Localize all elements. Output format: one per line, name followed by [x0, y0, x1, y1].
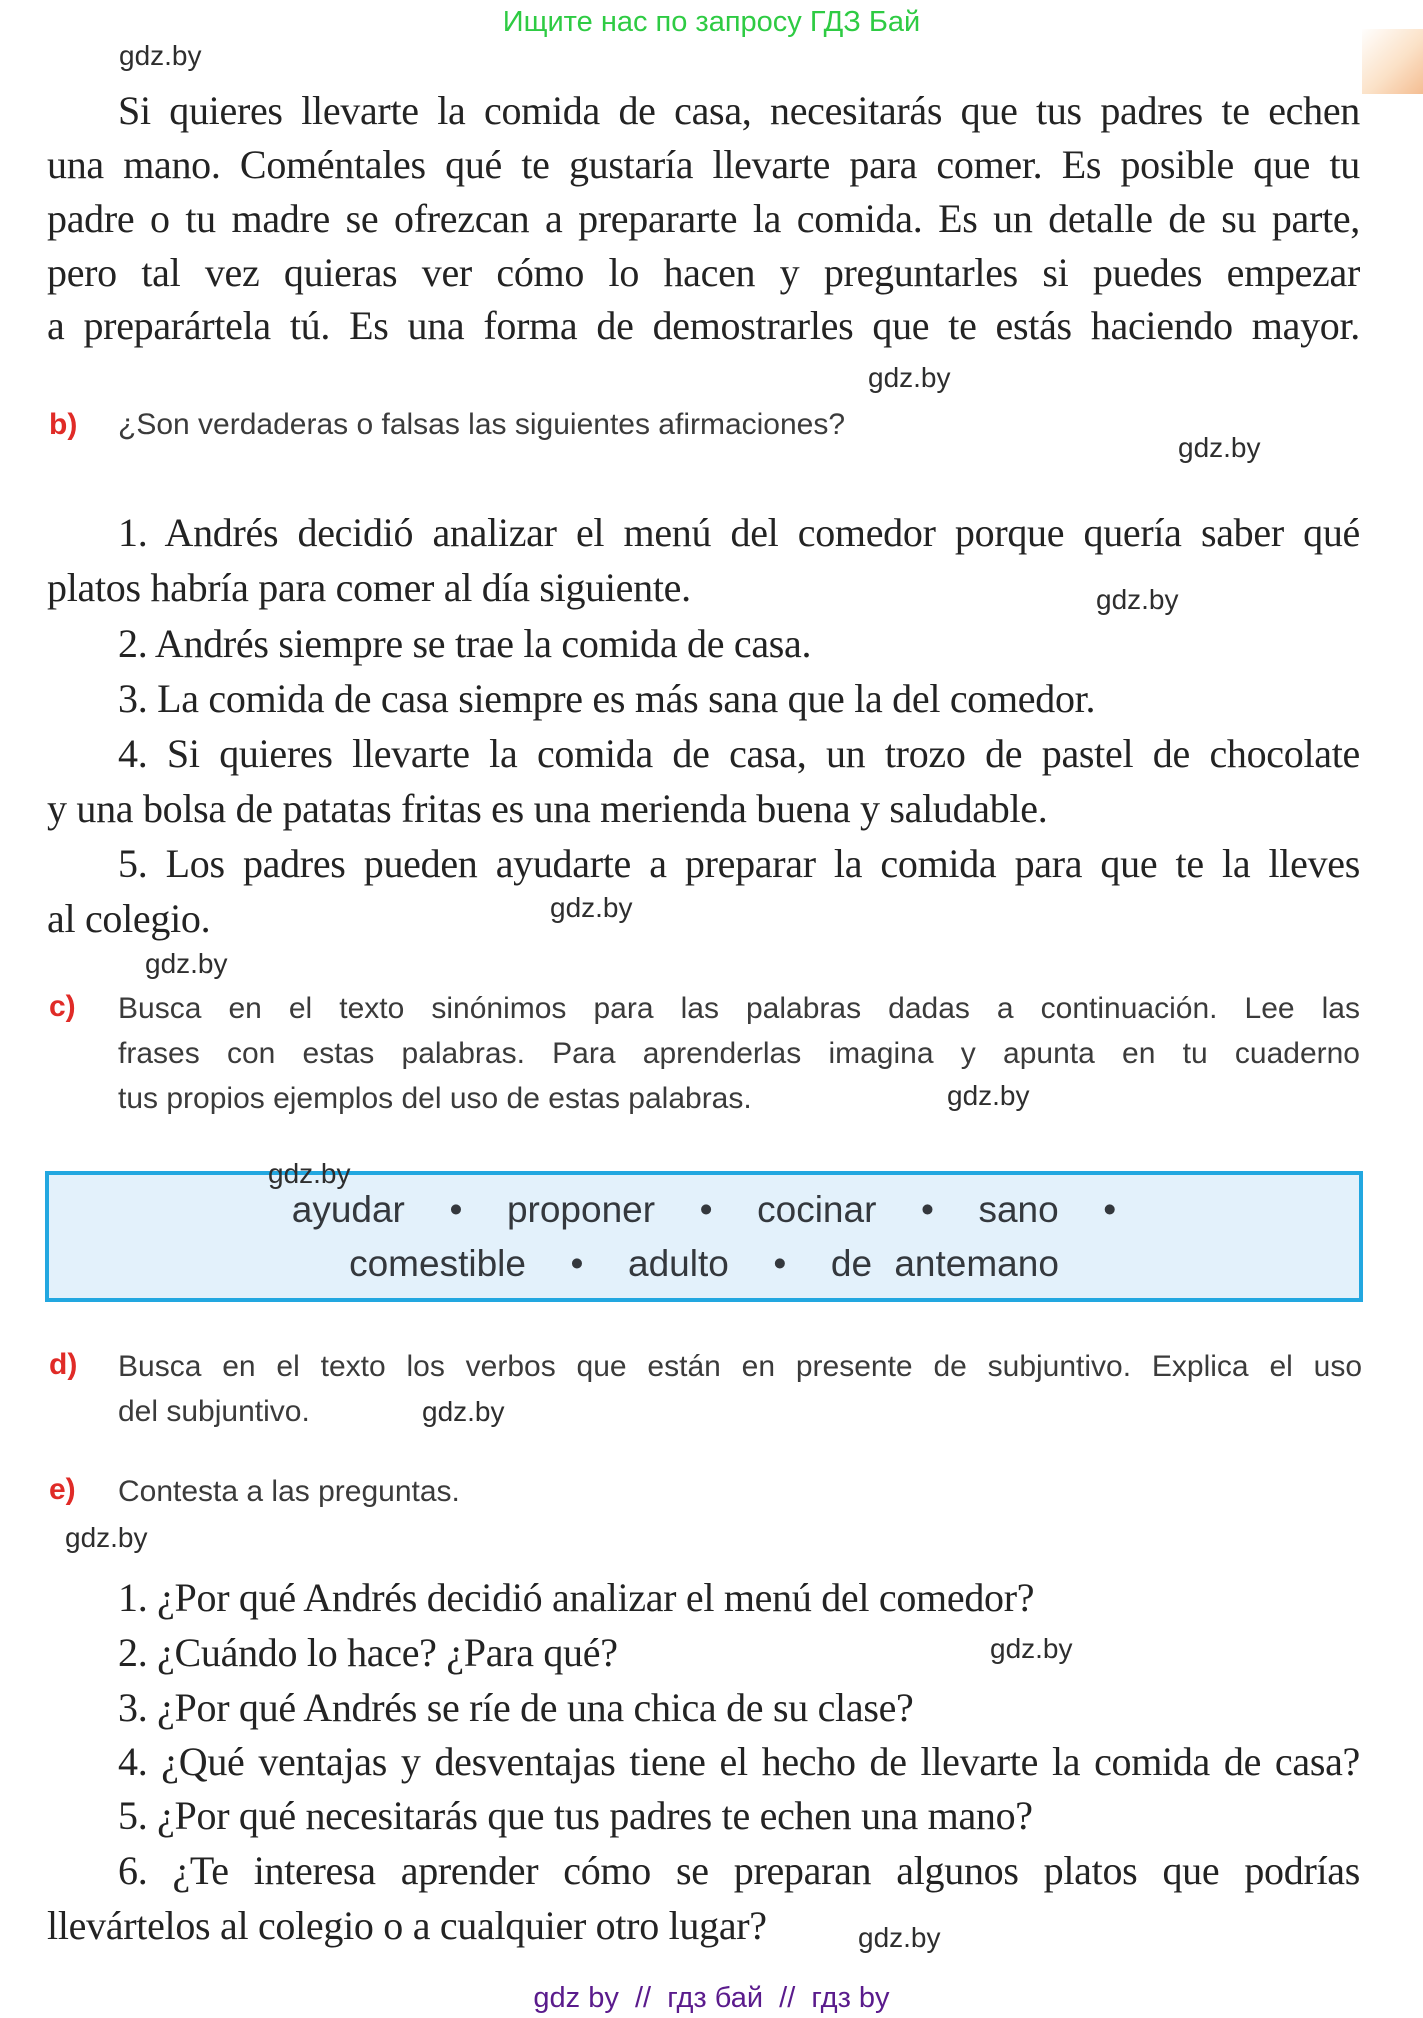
question-line: 1. ¿Por qué Andrés decidió analizar el menú del comedor? [118, 1575, 1035, 1620]
gdz-watermark: gdz.by [550, 892, 633, 923]
exercise-e-label: e) [49, 1473, 76, 1506]
intro-paragraph-line: a preparártela tú. Es una forma de demostrarles que te estás haciendo mayor. [47, 303, 1360, 348]
exercise-b-label: b) [49, 408, 78, 441]
gdz-watermark: gdz.by [145, 948, 228, 979]
gdz-watermark: gdz.by [990, 1633, 1073, 1664]
question-line: 2. ¿Cuándo lo hace? ¿Para qué? [118, 1630, 618, 1675]
gdz-watermark: gdz.by [1096, 584, 1179, 615]
intro-paragraph-line: una mano. Coméntales qué te gustaría llevarte para comer. Es posible que tu [47, 142, 1360, 187]
statement-line: 2. Andrés siempre se trae la comida de casa. [118, 621, 812, 666]
exercise-b-text: ¿Son verdaderas o falsas las siguientes afirmaciones? [118, 408, 846, 441]
exercise-c-line: frases con estas palabras. Para aprenderlas imagina y apunta en tu cuaderno [118, 1037, 1360, 1070]
statement-line: y una bolsa de patatas fritas es una merienda buena y saludable. [47, 786, 1048, 831]
statement-line: 5. Los padres pueden ayudarte a preparar la comida para que te la lleves [118, 841, 1360, 886]
gdz-watermark: gdz.by [422, 1396, 505, 1427]
gdz-watermark: gdz.by [65, 1522, 148, 1553]
gdz-watermark: gdz.by [119, 40, 202, 71]
intro-paragraph-line: padre o tu madre se ofrezcan a prepararte la comida. Es un detalle de su parte, [47, 196, 1360, 241]
exercise-e-text: Contesta a las preguntas. [118, 1475, 460, 1508]
question-line: 6. ¿Te interesa aprender cómo se preparan algunos platos que podrías [118, 1848, 1360, 1893]
gdz-watermark: gdz.by [947, 1080, 1030, 1111]
exercise-c-label: c) [49, 990, 76, 1023]
statement-line: 1. Andrés decidió analizar el menú del comedor porque quería saber qué [118, 510, 1360, 555]
exercise-d-line: del subjuntivo. [118, 1395, 310, 1428]
word-box-line: comestible • adulto • de antemano [349, 1242, 1059, 1284]
gdz-watermark: gdz.by [1178, 432, 1261, 463]
statement-line: al colegio. [47, 896, 211, 941]
decor-corner-square [1362, 29, 1423, 94]
gdz-watermark: gdz.by [268, 1158, 351, 1189]
intro-paragraph-line: Si quieres llevarte la comida de casa, necesitarás que tus padres te echen [118, 88, 1360, 133]
word-box-line: ayudar • proponer • cocinar • sano • [291, 1188, 1117, 1230]
exercise-d-label: d) [49, 1348, 78, 1381]
promo-banner: Ищите нас по запросу ГДЗ Бай [502, 6, 921, 38]
question-line: 3. ¿Por qué Andrés se ríe de una chica de su clase? [118, 1685, 914, 1730]
footer-credits: gdz by // гдз бай // гдз by [533, 1982, 890, 2014]
gdz-watermark: gdz.by [868, 362, 951, 393]
gdz-watermark: gdz.by [858, 1922, 941, 1953]
statement-line: platos habría para comer al día siguiente. [47, 565, 691, 610]
question-line: llevártelos al colegio o a cualquier otro lugar? [47, 1903, 767, 1948]
vocabulary-word-box [45, 1171, 1363, 1302]
question-line: 5. ¿Por qué necesitarás que tus padres te echen una mano? [118, 1793, 1033, 1838]
exercise-c-line: tus propios ejemplos del uso de estas palabras. [118, 1082, 752, 1115]
statement-line: 4. Si quieres llevarte la comida de casa, un trozo de pastel de chocolate [118, 731, 1360, 776]
question-line: 4. ¿Qué ventajas y desventajas tiene el hecho de llevarte la comida de casa? [118, 1739, 1360, 1784]
exercise-d-line: Busca en el texto los verbos que están en presente de subjuntivo. Explica el uso [118, 1350, 1362, 1383]
intro-paragraph-line: pero tal vez quieras ver cómo lo hacen y preguntarles si puedes empezar [47, 250, 1360, 295]
statement-line: 3. La comida de casa siempre es más sana que la del comedor. [118, 676, 1096, 721]
exercise-c-line: Busca en el texto sinónimos para las palabras dadas a continuación. Lee las [118, 992, 1360, 1025]
